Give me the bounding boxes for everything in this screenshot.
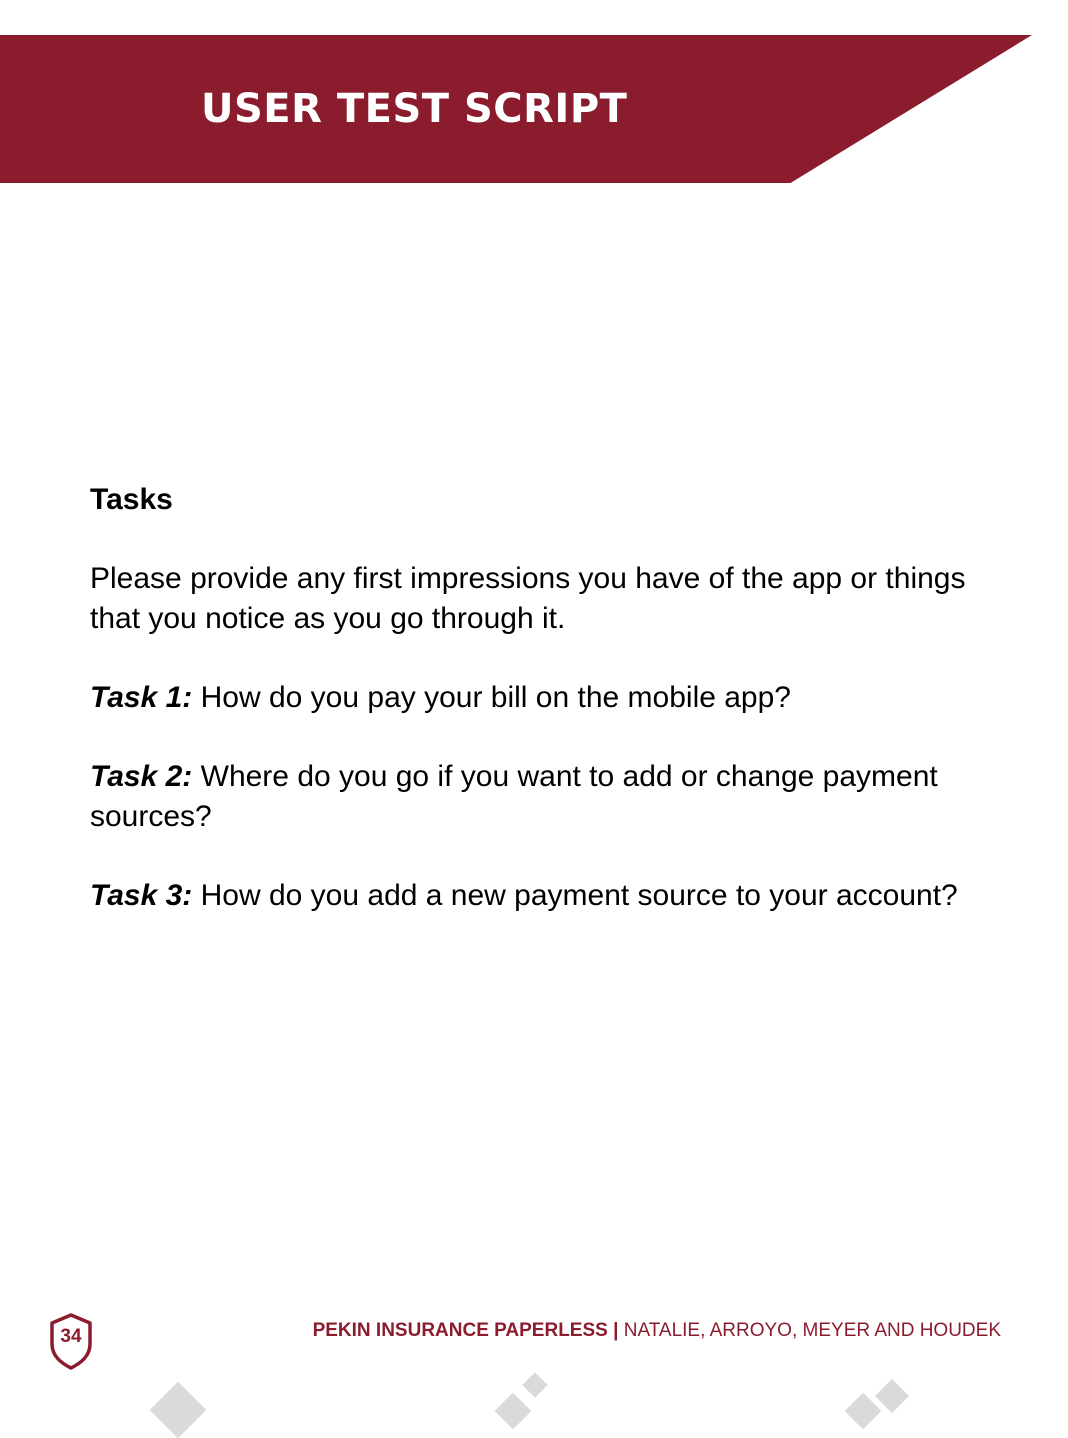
decorative-shape [150, 1382, 207, 1438]
task-1-text: How do you pay your bill on the mobile app? [200, 681, 791, 714]
task-3-text: How do you add a new payment source to your account? [200, 879, 958, 912]
footer-authors: NATALIE, ARROYO, MEYER AND HOUDEK [623, 1320, 1001, 1341]
page-number: 34 [60, 1326, 82, 1347]
decorative-shape [495, 1393, 532, 1430]
intro-paragraph: Please provide any first impressions you have of the app or things that you notice as you go through it. [90, 562, 966, 635]
task-2-label: Task 2: [90, 760, 193, 793]
page-title: USER TEST SCRIPT [201, 86, 628, 132]
task-1-label: Task 1: [90, 681, 193, 714]
decorative-shape [875, 1379, 909, 1413]
section-heading: Tasks [90, 483, 173, 516]
footer-separator: | [613, 1320, 619, 1341]
main-content [90, 480, 990, 955]
decorative-shape [522, 1372, 547, 1397]
decorative-shape [845, 1393, 882, 1430]
footer-brand: PEKIN INSURANCE PAPERLESS [312, 1320, 608, 1341]
task-2 [90, 757, 990, 837]
footer-credits [313, 1320, 1001, 1342]
task-3-label: Task 3: [90, 879, 193, 912]
task-2-text: Where do you go if you want to add or change payment sources? [90, 760, 938, 833]
task-3 [90, 876, 990, 916]
task-1 [90, 678, 990, 718]
